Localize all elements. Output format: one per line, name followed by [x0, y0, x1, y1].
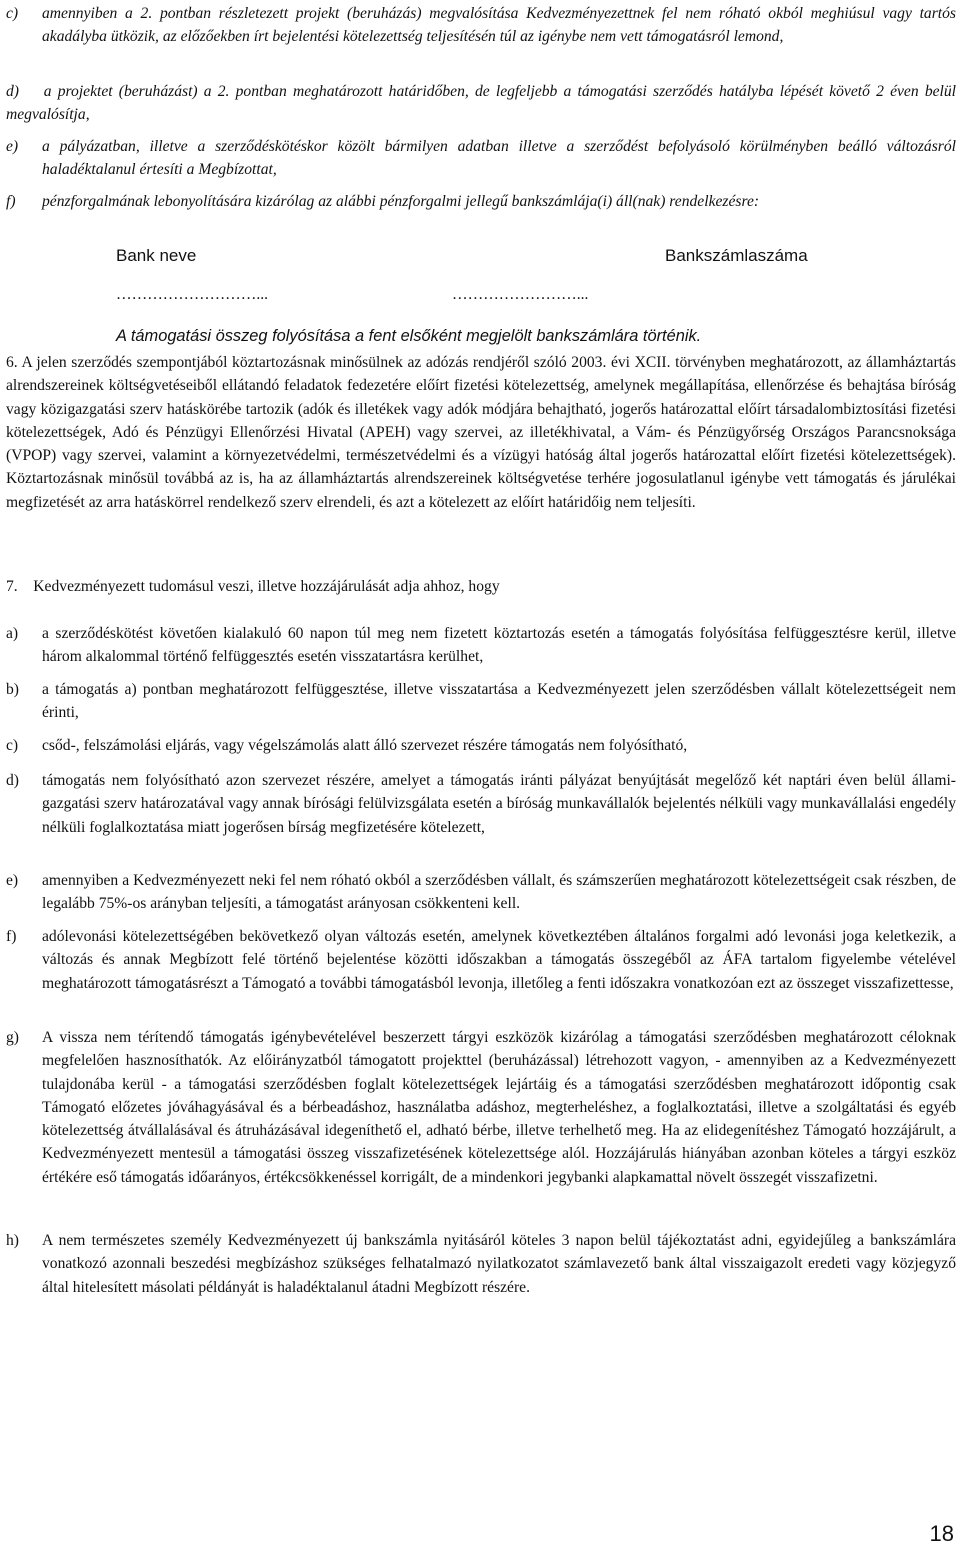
item-label: b)	[6, 681, 19, 698]
section-number: 6.	[6, 354, 18, 371]
item-text: amennyiben a 2. pontban részletezett projekt (beruházás) megvalósítása Kedvezményezettnek fel nem róható okból meghiúsul vagy tartós akadályba ütközik, az előzőekben írt bejelentési kötelezettség teljesítésén túl az igénybe nem vett támogatásról lemond,	[42, 5, 956, 46]
item-text: a támogatás a) pontban meghatározott felfüggesztése, illetve visszatartása a Kedvezményezett jelen szerződésben vállalt kötelezettségeit nem érinti,	[42, 681, 956, 722]
disbursement-notice: A támogatási összeg folyósítása a fent elsőként megjelölt bankszámlára történik.	[116, 327, 702, 345]
item-text: csőd-, felszámolási eljárás, vagy végelszámolás alatt álló szervezet részére támogatás nem folyósítható,	[42, 737, 688, 754]
item-label: h)	[6, 1232, 19, 1249]
item-text: a projektet (beruházást) a 2. pontban meghatározott határidőben, de legfeljebb a támogatási szerződés hatályba lépését követő 2 éven belül megvalósítja,	[6, 83, 956, 124]
item-label: c)	[6, 737, 19, 754]
item-text: pénzforgalmának lebonyolítására kizárólag az alábbi pénzforgalmi jellegű bankszámlája(i) áll(nak) rendelkezésre:	[42, 193, 760, 210]
list-item-d	[6, 80, 956, 127]
section-text: A jelen szerződés szempontjából köztartozásnak minősülnek az adózás rendjéről szóló 2003. évi XCII. törvényben meghatározott, az államháztartás alrendszereinek költségvetéseiből ellátandó feladatok fedezetére előírt fizetési kötelezettség, amelynek megállapítása, ellenőrzése és behajtása bíróság vagy közigazgatási szerv hatáskörébe tartozik (adók és illetékek vagy adók módjára behajtható, jogerős határozattal előírt társadalombiztosítási fizetési kötelezettségek, Adó és Pénzügyi Ellenőrzési Hivatal (APEH) vagy szervei, az illetékhivatal, a Vám- és Pénzügyőrség Országos Parancsnoksága (VPOP) vagy szervei, valamint a környezetvédelmi, természetvédelmi és a vízügyi hatóság által jogerős határozattal előírt fizetési kötelezettségek). Köztartozásnak minősül továbbá az is, ha az államháztartás alrendszereinek költségvetése terhére jogosulatlanul igénybe vett támogatás és járulékai megfizetését az arra hatáskörrel rendelkező szerv elrendeli, és azt a kötelezett az előírt határidőig nem teljesíti.	[6, 354, 956, 511]
item-label: f)	[6, 928, 17, 945]
section-6	[6, 351, 956, 514]
bank-name-value: ………………………...	[116, 286, 269, 303]
bank-account-header: Bankszámlaszáma	[665, 246, 808, 265]
item-label: d)	[6, 772, 19, 789]
page-number: 18	[929, 1521, 954, 1546]
item-text: A vissza nem térítendő támogatás igénybevételével beszerzett tárgyi eszközök kizárólag a támogatási szerződésben meghatározott céloknak megfelelően hasznosíthatók. Az előirányzatból támogatott projekttel (beruházással) létrehozott vagyon, - amennyiben az a Kedvezményezett tulajdonába kerül - a támogatási szerződésben foglalt kötelezettségek lejártáig és a támogatási szerződésben meghatározott időpontig csak Támogató előzetes jóváhagyásával és a bérbeadáshoz, használatba adáshoz, megterheléshez, a foglalkoztatási, illetve a szolgáltatási és egyéb kötelezettség átvállalásával és átruházásával idegeníthető el, adható bérbe, illetve terhelhető meg. Ha az elidegenítéshez Támogató hozzájárult, a Kedvezményezett mentesül a támogatási összeg visszafizetésének kötelezettsége alól. Hozzájárulás hiányában azonban köteles a tárgyi eszköz értékére eső támogatás időarányos, értékcsökkenéssel korrigált, de a mindenkori jegybanki alapkamattal növelt összegét visszafizetni.	[42, 1029, 956, 1186]
item-label: a)	[6, 625, 19, 642]
item-text: A nem természetes személy Kedvezményezett új bankszámla nyitásáról köteles 3 napon belül tájékoztatást adni, egyidejűleg a bankszámlára vonatkozó azonnali beszedési megbízáshoz szükséges felhatalmazó nyilatkozatot számlavezető bank által visszaigazolt eredeti vagy közjegyző által hitelesített másolati példányát is haladéktalanul átadni Megbízott részére.	[42, 1232, 956, 1296]
item-text: a pályázatban, illetve a szerződéskötéskor közölt bármilyen adatban illetve a szerződést befolyásoló körülményben beálló változásról haladéktalanul értesíti a Megbízottat,	[42, 138, 956, 179]
item-label: e)	[6, 138, 19, 155]
section-number: 7.	[6, 578, 18, 595]
item-text: a szerződéskötést követően kialakuló 60 napon túl meg nem fizetett köztartozás esetén a támogatás folyósítása felfüggesztésre kerül, illetve három alkalommal történő felfüggesztés esetén visszatartásra kerülhet,	[42, 625, 956, 666]
item-label: e)	[6, 872, 19, 889]
section-7-intro	[6, 575, 956, 598]
item-text: amennyiben a Kedvezményezett neki fel nem róható okból a szerződésben vállalt, és számszerűen meghatározott kötelezettségeit csak részben, de legalább 75%-os arányban teljesíti, a támogatást arányosan csökkenteni kell.	[42, 872, 956, 913]
item-text: támogatás nem folyósítható azon szervezet részére, amelyet a támogatás iránti pályázat benyújtását megelőző két naptári éven belül államigazgatási szerv határozatával vagy annak bírósági felülvizsgálata esetén a bíróság munkavállalók bejelentés nélküli vagy munkavállalási engedély nélküli foglalkoztatása miatt jogerősen bírság megfizetésére kötelezett,	[42, 772, 956, 836]
bank-account-value: ……………………...	[452, 286, 589, 303]
item-text: adólevonási kötelezettségében bekövetkező olyan változás esetén, amelynek következtében általános forgalmi adó levonási joga keletkezik, a változás és annak Megbízott felé történő bejelentése közötti időszakban a támogatás összegéből az ÁFA tartalom figyelembe vételével meghatározott támogatásrészt a Támogató a további támogatásból levonja, illetőleg a fenti időszakra vonatkozóan ezt az összeget visszafizettesse,	[42, 928, 956, 992]
item-label: f)	[6, 193, 16, 210]
item-label: g)	[6, 1029, 19, 1046]
section-intro: Kedvezményezett tudomásul veszi, illetve hozzájárulását adja ahhoz, hogy	[33, 578, 500, 595]
bank-name-header: Bank neve	[116, 246, 197, 265]
item-label: c)	[6, 5, 19, 22]
item-label: d)	[6, 83, 19, 100]
